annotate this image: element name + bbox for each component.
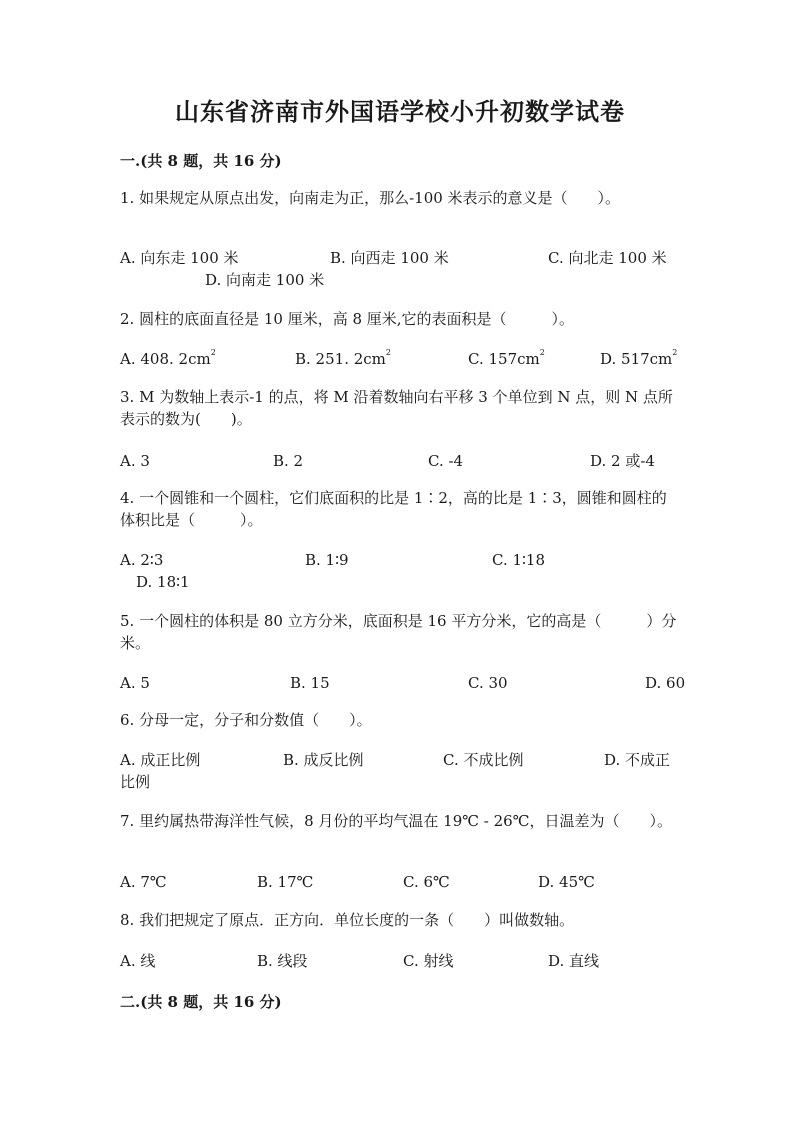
- question-3-stem: 3. M 为数轴上表示-1 的点，将 M 沿着数轴向右平移 3 个单位到 N 点，则 N 点所表示的数为( )。: [120, 388, 673, 428]
- question-5-option-d: D. 60: [645, 674, 686, 692]
- question-4-option-c: C. 1∶18: [492, 551, 546, 569]
- question-5-stem: 5. 一个圆柱的体积是 80 立方分米，底面积是 16 平方分米，它的高是（ ）分米。: [120, 612, 677, 652]
- section-heading: 二.(共 8 题，共 16 分): [120, 993, 282, 1011]
- question-5-option-c: C. 30: [468, 674, 508, 692]
- question-8-option-a: A. 线: [120, 952, 156, 970]
- section-heading: 一.(共 8 题，共 16 分): [120, 152, 282, 170]
- question-5-option-a: A. 5: [120, 674, 150, 692]
- question-8-option-b: B. 线段: [257, 952, 308, 970]
- question-7-stem: 7. 里约属热带海洋性气候，8 月份的平均气温在 19℃ - 26℃，日温差为（ ）。: [120, 812, 673, 830]
- question-7-option-d: D. 45℃: [538, 873, 595, 891]
- question-2-option-b: B. 251. $2cm^2$: [295, 348, 391, 368]
- question-4-option-d: D. 18∶1: [136, 573, 190, 591]
- question-7-option-a: A. 7℃: [120, 873, 167, 891]
- page-title: 山东省济南市外国语学校小升初数学试卷: [175, 97, 625, 126]
- question-1-option-b: B. 向西走 100 米: [330, 249, 449, 267]
- question-8-option-c: C. 射线: [403, 952, 454, 970]
- question-2-option-c: C. $157cm^2$: [468, 348, 545, 368]
- question-1-option-c: C. 向北走 100 米: [548, 249, 667, 267]
- question-1-option-d: D. 向南走 100 米: [205, 271, 325, 289]
- question-1-stem: 1. 如果规定从原点出发，向南走为正，那么-100 米表示的意义是（ ）。: [120, 189, 621, 207]
- question-6-option-d: D. 不成正比例: [120, 751, 671, 791]
- question-4-stem: 4. 一个圆锥和一个圆柱，它们底面积的比是 1∶2，高的比是 1∶3，圆锥和圆柱的体积比是（ ）。: [120, 489, 667, 529]
- question-3-option-d: D. 2 或-4: [590, 452, 655, 470]
- question-2-stem: 2. 圆柱的底面直径是 10 厘米，高 8 厘米,它的表面积是（ ）。: [120, 310, 575, 328]
- question-6-option-c: C. 不成比例: [443, 751, 524, 769]
- question-2-option-d: D. $517cm^2$: [600, 348, 678, 368]
- question-1-option-a: A. 向东走 100 米: [120, 249, 239, 267]
- question-6-stem: 6. 分母一定，分子和分数值（ ）。: [120, 711, 372, 729]
- question-4-option-a: A. 2∶3: [120, 551, 164, 569]
- question-4-option-b: B. 1∶9: [305, 551, 349, 569]
- question-8-option-d: D. 直线: [548, 952, 600, 970]
- question-7-option-b: B. 17℃: [257, 873, 314, 891]
- question-6-option-b: B. 成反比例: [283, 751, 364, 769]
- question-3-option-a: A. 3: [120, 452, 150, 470]
- question-3-option-c: C. -4: [428, 452, 464, 470]
- question-8-stem: 8. 我们把规定了原点．正方向．单位长度的一条（ ）叫做数轴。: [120, 911, 575, 929]
- question-7-option-c: C. 6℃: [403, 873, 450, 891]
- question-2-option-a: A. 408. $2cm^2$: [120, 348, 216, 368]
- question-3-option-b: B. 2: [273, 452, 304, 470]
- question-6-option-a: A. 成正比例: [120, 751, 201, 769]
- question-5-option-b: B. 15: [290, 674, 330, 692]
